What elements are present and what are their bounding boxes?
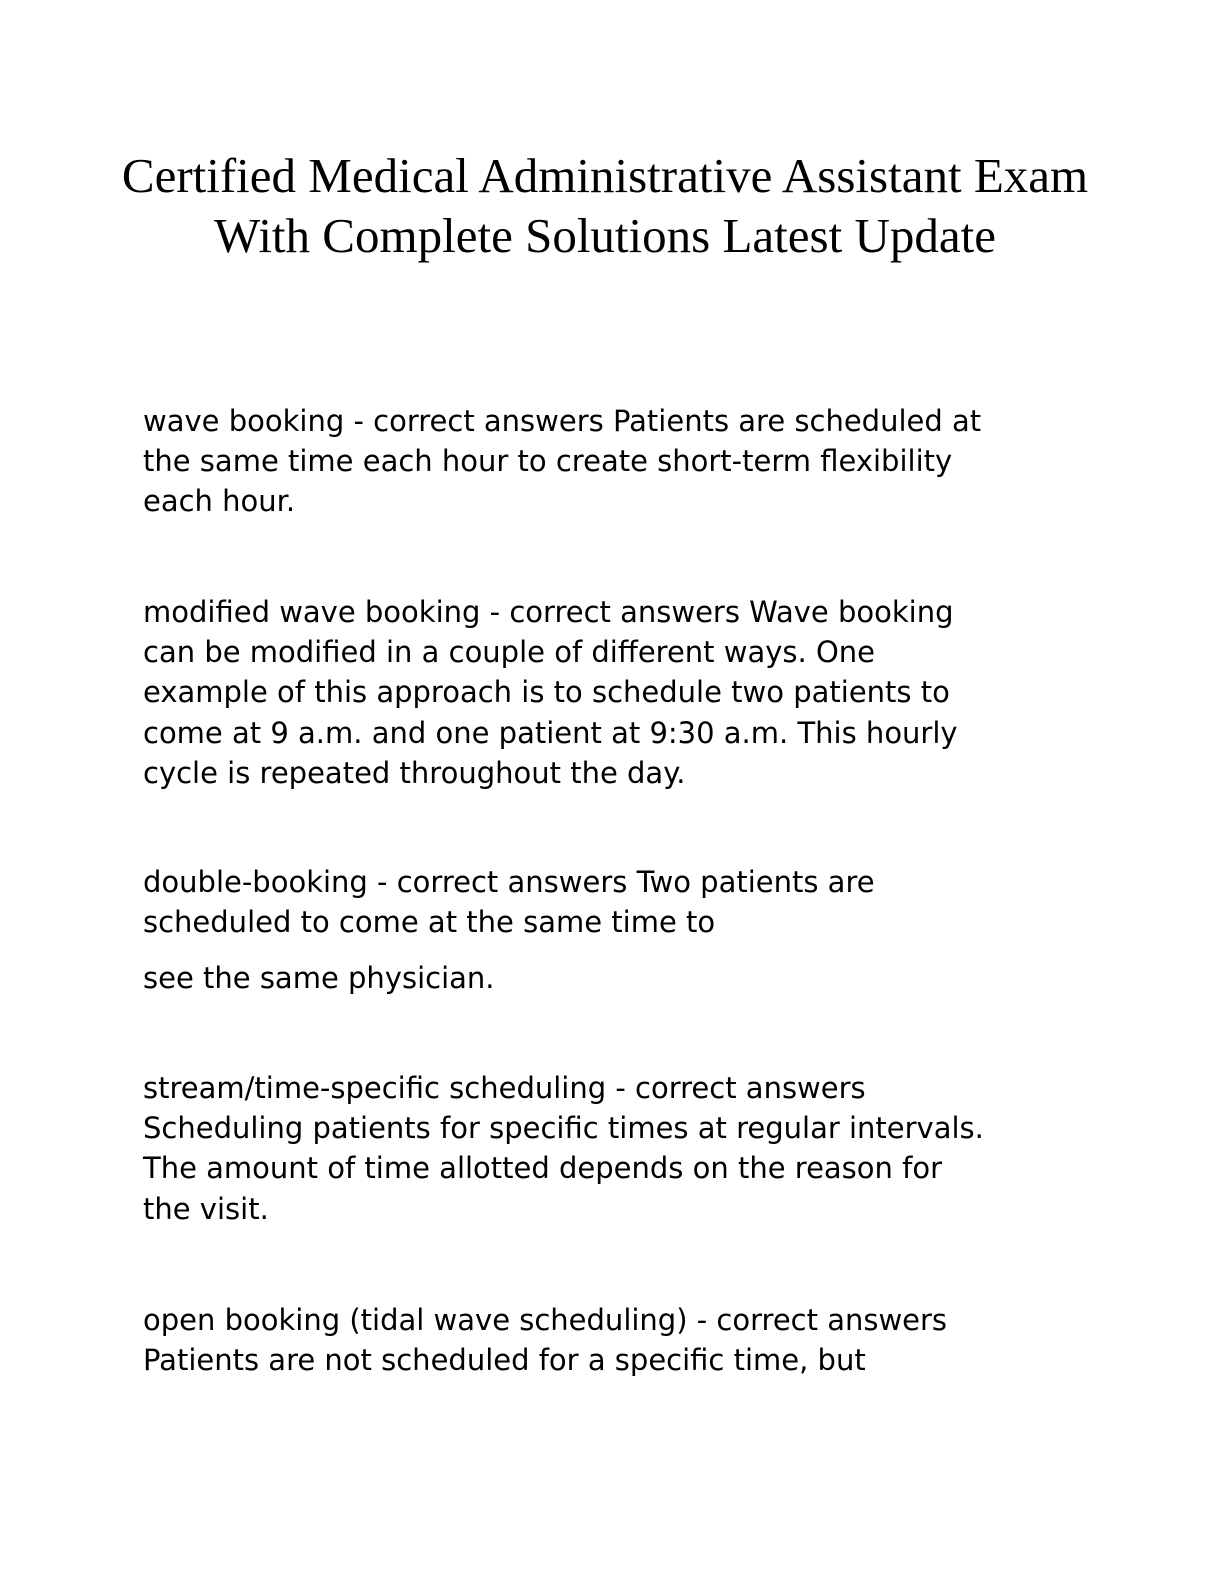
term-double-booking: double-booking - correct answers Two patients are scheduled to come at the same time to: [143, 865, 875, 940]
term-stream-scheduling: stream/time-specific scheduling - correct answers Scheduling patients for specific times at regular intervals. The amount of time allotted depends on the reason for the visit.: [143, 1071, 984, 1226]
term-double-booking-continued: see the same physician.: [143, 961, 495, 995]
document-title: Certified Medical Administrative Assistant Exam With Complete Solutions Latest Update: [121, 148, 1089, 263]
term-open-booking: open booking (tidal wave scheduling) - correct answers Patients are not scheduled for a specific time, but: [143, 1303, 948, 1378]
term-wave-booking: wave booking - correct answers Patients are scheduled at the same time each hour to create short-term flexibility each hour.: [143, 404, 982, 519]
term-modified-wave-booking: modified wave booking - correct answers Wave booking can be modified in a couple of different ways. One example of this approach is to schedule two patients to come at 9 a.m. and one patient at 9:30 a.m. This hourly cycle is repeated throughout the day.: [143, 595, 958, 790]
